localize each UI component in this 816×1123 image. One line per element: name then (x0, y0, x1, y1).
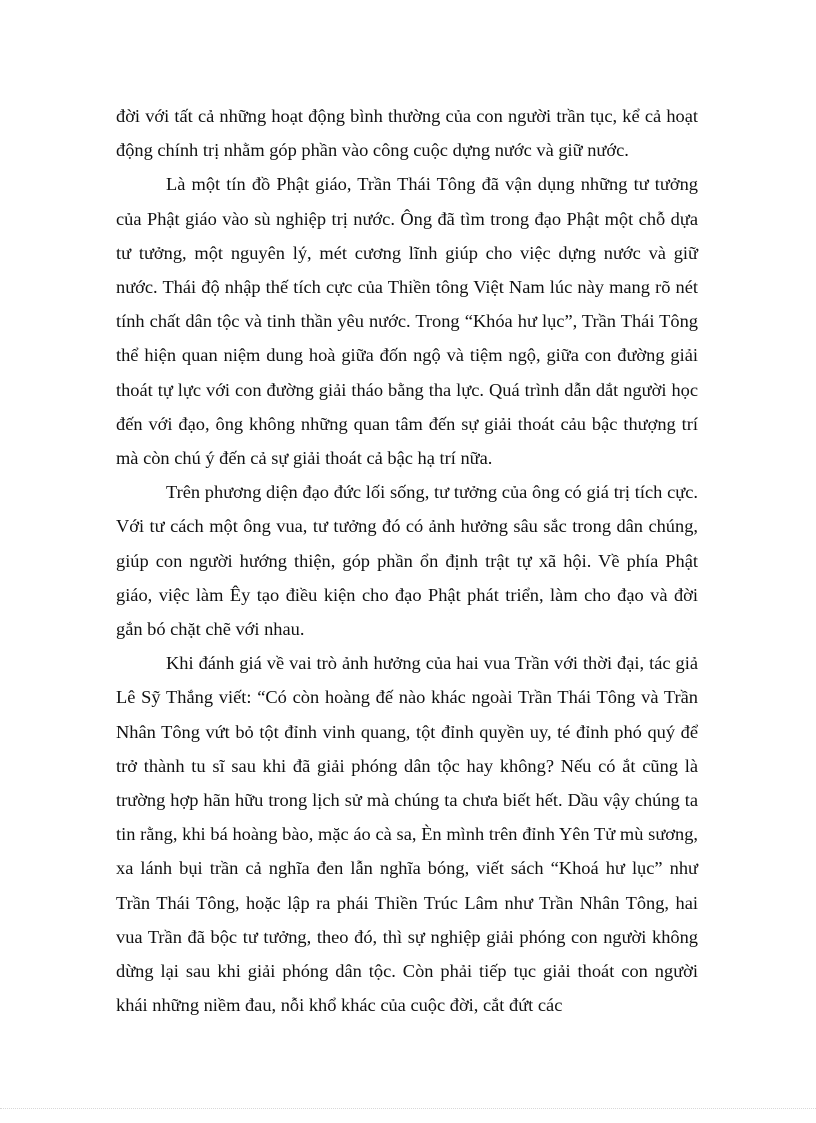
paragraph-le-sy-thang-quote: Khi đánh giá về vai trò ảnh hưởng của hai vua Trần với thời đại, tác giả Lê Sỹ Thắng viết: “Có còn hoàng đế nào khác ngoài Trần Thái Tông và Trần Nhân Tông vứt bỏ tột đỉnh vinh quang, tột đỉnh quyền uy, té đỉnh phó quý để trở thành tu sĩ sau khi đã giải phóng dân tộc hay không? Nếu có ắt cũng là trường hợp hãn hữu trong lịch sử mà chúng ta chưa biết hết. Dầu vậy chúng ta tin rằng, khi bá hoàng bào, mặc áo cà sa, Èn mình trên đỉnh Yên Tử mù sương, xa lánh bụi trần cả nghĩa đen lẫn nghĩa bóng, viết sách “Khoá hư lục” như Trần Thái Tông, hoặc lập ra phái Thiền Trúc Lâm như Trần Nhân Tông, hai vua Trần đã bộc tư tưởng, theo đó, thì sự nghiệp giải phóng con người không dừng lại sau khi giải phóng dân tộc. Còn phải tiếp tục giải thoát con người khái những niềm đau, nỗi khổ khác của cuộc đời, cắt đứt các (116, 653, 698, 1016)
document-body (116, 99, 698, 1022)
paragraph-continuation: đời với tất cả những hoạt động bình thường của con người trần tục, kể cả hoạt động chính trị nhằm góp phần vào công cuộc dựng nước và giữ nước. (116, 106, 698, 161)
paragraph-tran-thai-tong-buddhism: Là một tín đồ Phật giáo, Trần Thái Tông đã vận dụng những tư tưởng của Phật giáo vào sù nghiệp trị nước. Ông đã tìm trong đạo Phật một chỗ dựa tư tưởng, một nguyên lý, mét cương lĩnh giúp cho việc dựng nước và giữ nước. Thái độ nhập thế tích cực của Thiền tông Việt Nam lúc này mang rõ nét tính chất dân tộc và tinh thần yêu nước. Trong “Khóa hư lục”, Trần Thái Tông thể hiện quan niệm dung hoà giữa đốn ngộ và tiệm ngộ, giữa con đường giải thoát tự lực với con đường giải tháo bằng tha lực. Quá trình dẫn dắt người học đến với đạo, ông không những quan tâm đến sự giải thoát cảu bậc thượng trí mà còn chú ý đến cả sự giải thoát cả bậc hạ trí nữa. (116, 174, 698, 469)
page-bottom-border (0, 1108, 816, 1109)
paragraph-moral-lifestyle: Trên phương diện đạo đức lối sống, tư tưởng của ông có giá trị tích cực. Với tư cách một ông vua, tư tưởng đó có ảnh hưởng sâu sắc trong dân chúng, giúp con người hướng thiện, góp phần ổn định trật tự xã hội. Về phía Phật giáo, việc làm Êy tạo điều kiện cho đạo Phật phát triển, làm cho đạo và đời gắn bó chặt chẽ với nhau. (116, 482, 698, 640)
